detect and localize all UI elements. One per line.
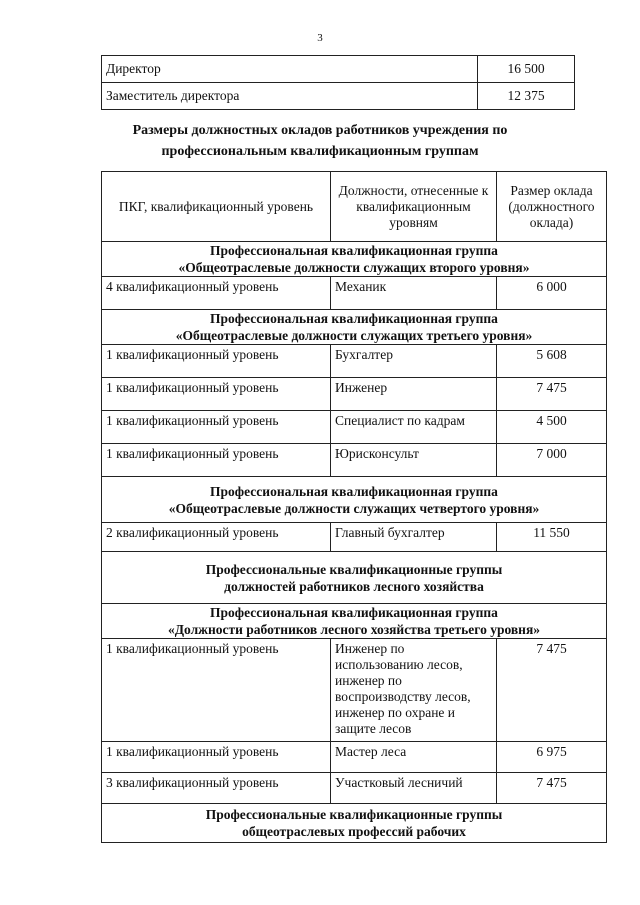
position-cell: Инженер xyxy=(331,378,497,411)
group-header xyxy=(102,804,607,843)
heading-line: профессиональным квалификационным группам xyxy=(161,144,479,159)
position-cell: Юрисконсульт xyxy=(331,444,497,477)
group-header xyxy=(102,242,607,277)
position-cell: Бухгалтер xyxy=(331,345,497,378)
level-cell: 4 квалификационный уровень xyxy=(102,277,331,310)
salary-cell: 7 475 xyxy=(497,378,607,411)
level-cell: 3 квалификационный уровень xyxy=(102,773,331,804)
level-cell: 1 квалификационный уровень xyxy=(102,444,331,477)
section-heading xyxy=(0,120,640,162)
level-cell: 1 квалификационный уровень xyxy=(102,742,331,773)
group-title: Профессиональные квалификационные группы xyxy=(205,561,503,577)
header-positions: Должности, отнесенные к квалификационным уровням xyxy=(331,172,497,242)
level-cell: 1 квалификационный уровень xyxy=(102,411,331,444)
position-cell: Директор xyxy=(102,56,478,83)
level-cell: 2 квалификационный уровень xyxy=(102,523,331,552)
position-cell: Главный бухгалтер xyxy=(331,523,497,552)
table-row xyxy=(102,742,607,773)
group-title: Профессиональная квалификационная группа xyxy=(210,311,498,326)
group-title: Профессиональная квалификационная группа xyxy=(210,483,498,499)
table-row xyxy=(102,277,607,310)
salary-cell: 11 550 xyxy=(497,523,607,552)
salary-cell: 5 608 xyxy=(497,345,607,378)
group-header xyxy=(102,604,607,639)
group-subtitle: «Должности работников лесного хозяйства третьего уровня» xyxy=(167,622,541,637)
group-title: Профессиональные квалификационные группы xyxy=(205,807,503,822)
position-cell: Специалист по кадрам xyxy=(331,411,497,444)
group-title: Профессиональная квалификационная группа xyxy=(210,243,498,258)
header-salary: Размер оклада (должностного оклада) xyxy=(497,172,607,242)
salary-cell: 7 475 xyxy=(497,773,607,804)
level-cell: 1 квалификационный уровень xyxy=(102,378,331,411)
position-cell: Мастер леса xyxy=(331,742,497,773)
position-cell: Заместитель директора xyxy=(102,83,478,110)
group-header xyxy=(102,477,607,523)
group-title: Профессиональная квалификационная группа xyxy=(210,605,498,620)
salary-cell: 6 975 xyxy=(497,742,607,773)
header-pkg: ПКГ, квалификационный уровень xyxy=(102,172,331,242)
table-row xyxy=(102,444,607,477)
group-subtitle: «Общеотраслевые должности служащих третьего уровня» xyxy=(175,328,533,343)
position-cell: Участковый лесничий xyxy=(331,773,497,804)
group-subtitle: общеотраслевых профессий рабочих xyxy=(242,824,466,839)
salary-cell: 4 500 xyxy=(497,411,607,444)
group-subtitle: «Общеотраслевые должности служащих четвертого уровня» xyxy=(168,500,540,516)
table-row xyxy=(102,639,607,742)
salary-cell: 16 500 xyxy=(478,56,575,83)
level-cell: 1 квалификационный уровень xyxy=(102,639,331,742)
salary-cell: 6 000 xyxy=(497,277,607,310)
table-row xyxy=(102,411,607,444)
position-cell: Механик xyxy=(331,277,497,310)
table-row xyxy=(102,345,607,378)
salary-table xyxy=(101,171,607,843)
table-row xyxy=(102,83,575,110)
table-row xyxy=(102,378,607,411)
position-cell: Инженер по использованию лесов, инженер по воспроизводству лесов, инженер по охране и защите лесов xyxy=(331,639,497,742)
table-header-row xyxy=(102,172,607,242)
table-row xyxy=(102,56,575,83)
top-salary-table xyxy=(101,55,575,110)
salary-cell: 12 375 xyxy=(478,83,575,110)
group-header xyxy=(102,552,607,604)
table-row xyxy=(102,523,607,552)
page-number: 3 xyxy=(317,32,323,44)
group-header xyxy=(102,310,607,345)
heading-line: Размеры должностных окладов работников учреждения по xyxy=(132,123,508,138)
group-subtitle: «Общеотраслевые должности служащих второго уровня» xyxy=(178,260,530,275)
salary-cell: 7 475 xyxy=(497,639,607,742)
table-row xyxy=(102,773,607,804)
level-cell: 1 квалификационный уровень xyxy=(102,345,331,378)
salary-cell: 7 000 xyxy=(497,444,607,477)
group-subtitle: должностей работников лесного хозяйства xyxy=(224,578,484,594)
